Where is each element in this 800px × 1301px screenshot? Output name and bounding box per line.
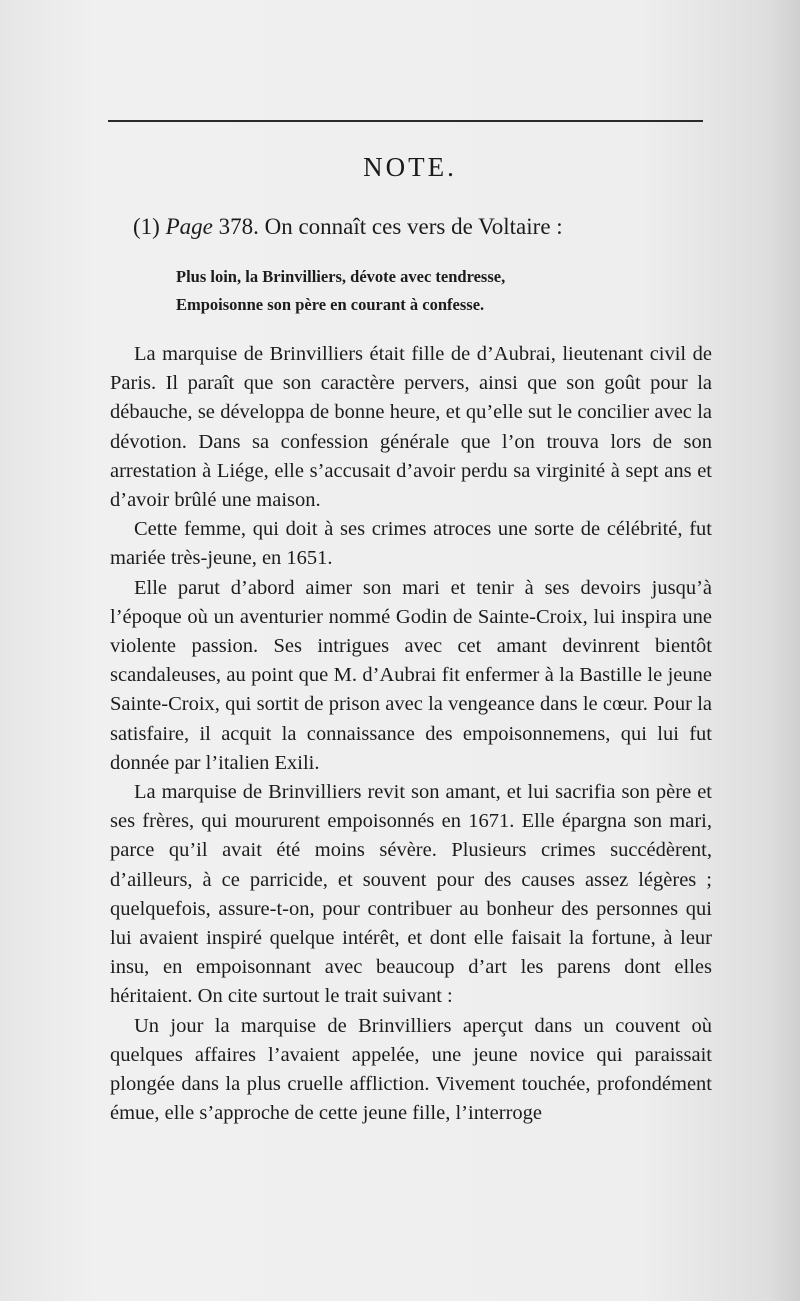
page-label: Page	[165, 214, 213, 239]
note-heading: NOTE.	[363, 152, 457, 182]
verse-line: Empoisonne son père en courant à confesse.	[176, 295, 485, 314]
page-number: 378.	[218, 214, 259, 239]
paragraph: Un jour la marquise de Brinvilliers aperçut dans un couvent où quelques affaires l’avaient appelée, une jeune novice qui paraissait plongée dans la plus cruelle affliction. Vivement touchée, profondément émue, elle s’approche de cette jeune fille, l’interroge	[110, 1014, 712, 1125]
footnote-ref: (1)	[133, 214, 160, 239]
intro-text: On connaît ces vers de Voltaire :	[264, 214, 563, 239]
paragraph: Elle parut d’abord aimer son mari et tenir à ses devoirs jusqu’à l’époque où un aventurier nommé Godin de Sainte-Croix, lui inspira une violente passion. Ses intrigues avec cet amant devinrent bientôt scandaleuses, au point que M. d’Aubrai fit enfermer à la Bastille le jeune Sainte-Croix, qui sortit de prison avec la vengeance dans le cœur. Pour la satisfaire, il acquit la connaissance des empoisonnemens, qui lui fut donnée par l’italien Exili.	[110, 576, 712, 774]
paragraph: La marquise de Brinvilliers était fille de d’Aubrai, lieutenant civil de Paris. Il paraît que son caractère pervers, ainsi que son goût pour la débauche, se développa de bonne heure, et qu’elle sut le concilier avec la dévotion. Dans sa confession générale que l’on trouva lors de son arrestation à Liége, elle s’accusait d’avoir perdu sa virginité à sept ans et d’avoir brûlé une maison.	[110, 343, 712, 512]
verse-line: Plus loin, la Brinvilliers, dévote avec tendresse,	[176, 267, 506, 286]
body-text	[110, 340, 712, 1128]
paragraph: Cette femme, qui doit à ses crimes atroces une sorte de célébrité, fut mariée très-jeune, en 1651.	[110, 518, 712, 570]
header-rule	[108, 120, 703, 122]
paragraph: La marquise de Brinvilliers revit son amant, et lui sacrifia son père et ses frères, qui moururent empoisonnés en 1671. Elle épargna son mari, parce qu’il avait été moins sévère. Plusieurs crimes succédèrent, d’ailleurs, à ce parricide, et souvent pour des causes assez légères ; quelquefois, assure-t-on, pour contribuer au bonheur des personnes qui lui avaient inspiré quelque intérêt, et dont elle faisait la fortune, à leur insu, en empoisonnant avec beaucoup d’art les parens dont elles héritaient. On cite surtout le trait suivant :	[110, 781, 712, 1008]
footnote-intro	[133, 214, 713, 240]
